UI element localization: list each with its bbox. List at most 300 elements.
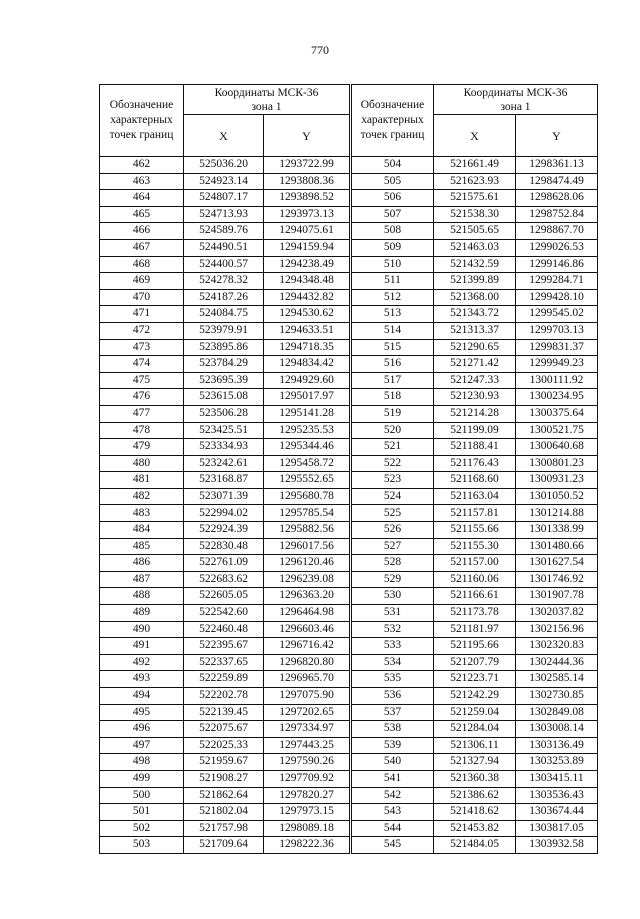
cell-y: 1295785.54 [264, 505, 350, 522]
table-row [352, 621, 598, 638]
table-row [352, 173, 598, 190]
cell-y: 1296363.20 [264, 588, 350, 605]
cell-x: 522075.67 [184, 721, 264, 738]
cell-x: 521757.98 [184, 820, 264, 837]
cell-point: 505 [352, 173, 434, 190]
header-coordinates [184, 85, 350, 115]
cell-y: 1300111.92 [516, 372, 598, 389]
table-row [352, 555, 598, 572]
cell-y: 1297820.27 [264, 787, 350, 804]
header-coordinates-line1: Координаты МСК-36 [214, 86, 319, 99]
cell-x: 521160.06 [434, 571, 516, 588]
table-row [352, 223, 598, 240]
table-row [100, 688, 350, 705]
table-row [100, 306, 350, 323]
table-row [352, 472, 598, 489]
cell-x: 523242.61 [184, 455, 264, 472]
table-row [352, 157, 598, 174]
table-row [100, 356, 350, 373]
cell-x: 521575.61 [434, 190, 516, 207]
cell-y: 1301214.88 [516, 505, 598, 522]
cell-y: 1299703.13 [516, 322, 598, 339]
cell-point: 484 [100, 522, 184, 539]
header-coordinates [434, 85, 598, 115]
cell-point: 472 [100, 322, 184, 339]
cell-y: 1303674.44 [516, 804, 598, 821]
cell-y: 1294432.82 [264, 289, 350, 306]
table-row [100, 223, 350, 240]
cell-x: 521709.64 [184, 837, 264, 854]
cell-y: 1294718.35 [264, 339, 350, 356]
cell-y: 1294834.42 [264, 356, 350, 373]
table-row [352, 389, 598, 406]
cell-x: 521223.71 [434, 671, 516, 688]
cell-point: 528 [352, 555, 434, 572]
table-row [352, 588, 598, 605]
table-row [100, 522, 350, 539]
cell-x: 524278.32 [184, 273, 264, 290]
cell-y: 1300521.75 [516, 422, 598, 439]
cell-point: 521 [352, 439, 434, 456]
table-row [100, 588, 350, 605]
cell-point: 479 [100, 439, 184, 456]
cell-point: 531 [352, 605, 434, 622]
cell-y: 1302730.85 [516, 688, 598, 705]
cell-y: 1302320.83 [516, 638, 598, 655]
cell-x: 521271.42 [434, 356, 516, 373]
cell-point: 477 [100, 405, 184, 422]
table-row [352, 721, 598, 738]
cell-point: 492 [100, 654, 184, 671]
cell-y: 1300375.64 [516, 405, 598, 422]
table-row [352, 837, 598, 854]
cell-point: 493 [100, 671, 184, 688]
cell-point: 511 [352, 273, 434, 290]
cell-y: 1299949.23 [516, 356, 598, 373]
cell-point: 542 [352, 787, 434, 804]
cell-point: 494 [100, 688, 184, 705]
cell-y: 1296603.46 [264, 621, 350, 638]
cell-y: 1294348.48 [264, 273, 350, 290]
cell-x: 521173.78 [434, 605, 516, 622]
table-row [352, 190, 598, 207]
cell-y: 1302849.08 [516, 704, 598, 721]
cell-point: 462 [100, 157, 184, 174]
table-row [100, 289, 350, 306]
table-row [352, 206, 598, 223]
table-row [100, 488, 350, 505]
header-x: X [434, 115, 516, 157]
table-row [100, 804, 350, 821]
cell-point: 501 [100, 804, 184, 821]
cell-point: 480 [100, 455, 184, 472]
table-row [100, 820, 350, 837]
cell-point: 522 [352, 455, 434, 472]
cell-x: 521230.93 [434, 389, 516, 406]
cell-point: 487 [100, 571, 184, 588]
cell-point: 499 [100, 770, 184, 787]
cell-y: 1300234.95 [516, 389, 598, 406]
cell-x: 521453.82 [434, 820, 516, 837]
table-row [352, 770, 598, 787]
cell-point: 514 [352, 322, 434, 339]
cell-x: 523071.39 [184, 488, 264, 505]
cell-point: 508 [352, 223, 434, 240]
table-row [100, 787, 350, 804]
cell-x: 522202.78 [184, 688, 264, 705]
cell-point: 535 [352, 671, 434, 688]
table-row [352, 422, 598, 439]
cell-x: 521157.00 [434, 555, 516, 572]
table-row [100, 439, 350, 456]
cell-point: 523 [352, 472, 434, 489]
cell-y: 1301907.78 [516, 588, 598, 605]
cell-point: 512 [352, 289, 434, 306]
table-row [352, 439, 598, 456]
cell-y: 1303932.58 [516, 837, 598, 854]
table-row [100, 621, 350, 638]
cell-x: 521181.97 [434, 621, 516, 638]
table-row [352, 804, 598, 821]
header-coordinates-line2: зона 1 [251, 100, 282, 113]
cell-point: 527 [352, 538, 434, 555]
cell-y: 1297973.15 [264, 804, 350, 821]
cell-y: 1301627.54 [516, 555, 598, 572]
cell-x: 524400.57 [184, 256, 264, 273]
cell-x: 521505.65 [434, 223, 516, 240]
cell-x: 521163.04 [434, 488, 516, 505]
table-row [100, 555, 350, 572]
cell-x: 524187.26 [184, 289, 264, 306]
cell-y: 1297334.97 [264, 721, 350, 738]
table-row [352, 605, 598, 622]
cell-x: 522761.09 [184, 555, 264, 572]
cell-x: 522395.67 [184, 638, 264, 655]
cell-point: 513 [352, 306, 434, 323]
cell-x: 523784.29 [184, 356, 264, 373]
cell-x: 521959.67 [184, 754, 264, 771]
cell-y: 1298222.36 [264, 837, 350, 854]
cell-x: 522605.05 [184, 588, 264, 605]
cell-y: 1301480.66 [516, 538, 598, 555]
table-row [352, 239, 598, 256]
cell-x: 521155.66 [434, 522, 516, 539]
table-row [100, 372, 350, 389]
cell-y: 1303817.05 [516, 820, 598, 837]
cell-y: 1298089.18 [264, 820, 350, 837]
cell-y: 1295882.56 [264, 522, 350, 539]
cell-x: 524490.51 [184, 239, 264, 256]
cell-y: 1296820.80 [264, 654, 350, 671]
cell-y: 1302585.14 [516, 671, 598, 688]
cell-x: 524589.76 [184, 223, 264, 240]
cell-x: 523168.87 [184, 472, 264, 489]
cell-point: 519 [352, 405, 434, 422]
cell-point: 485 [100, 538, 184, 555]
cell-y: 1301050.52 [516, 488, 598, 505]
cell-y: 1298361.13 [516, 157, 598, 174]
cell-x: 521360.38 [434, 770, 516, 787]
cell-point: 500 [100, 787, 184, 804]
cell-y: 1295680.78 [264, 488, 350, 505]
cell-y: 1298752.84 [516, 206, 598, 223]
table-row [352, 488, 598, 505]
cell-x: 521166.61 [434, 588, 516, 605]
table-row [100, 190, 350, 207]
cell-y: 1296120.46 [264, 555, 350, 572]
cell-x: 522337.65 [184, 654, 264, 671]
cell-x: 521188.41 [434, 439, 516, 456]
cell-y: 1294530.62 [264, 306, 350, 323]
cell-y: 1303008.14 [516, 721, 598, 738]
cell-point: 507 [352, 206, 434, 223]
cell-point: 467 [100, 239, 184, 256]
cell-y: 1303253.89 [516, 754, 598, 771]
cell-y: 1295552.65 [264, 472, 350, 489]
header-coordinates-line1: Координаты МСК-36 [463, 86, 568, 99]
table-row [352, 638, 598, 655]
cell-point: 534 [352, 654, 434, 671]
header-point-designation: Обозначение характерных точек границ [100, 85, 184, 157]
cell-x: 524713.93 [184, 206, 264, 223]
table-row [352, 455, 598, 472]
table-row [352, 356, 598, 373]
cell-y: 1293808.36 [264, 173, 350, 190]
cell-x: 523334.93 [184, 439, 264, 456]
table-row [352, 306, 598, 323]
table-row [352, 289, 598, 306]
cell-x: 522542.60 [184, 605, 264, 622]
cell-x: 525036.20 [184, 157, 264, 174]
cell-point: 495 [100, 704, 184, 721]
cell-point: 541 [352, 770, 434, 787]
cell-x: 521176.43 [434, 455, 516, 472]
cell-x: 521343.72 [434, 306, 516, 323]
cell-y: 1299026.53 [516, 239, 598, 256]
cell-y: 1297075.90 [264, 688, 350, 705]
table-row [352, 820, 598, 837]
table-row [100, 721, 350, 738]
cell-point: 544 [352, 820, 434, 837]
cell-point: 482 [100, 488, 184, 505]
cell-point: 506 [352, 190, 434, 207]
cell-x: 522460.48 [184, 621, 264, 638]
cell-point: 526 [352, 522, 434, 539]
cell-point: 543 [352, 804, 434, 821]
header-x: X [184, 115, 264, 157]
cell-point: 489 [100, 605, 184, 622]
cell-y: 1293898.52 [264, 190, 350, 207]
cell-point: 524 [352, 488, 434, 505]
table-row [352, 688, 598, 705]
table-row [100, 638, 350, 655]
table-row [352, 754, 598, 771]
cell-point: 502 [100, 820, 184, 837]
table-row [100, 173, 350, 190]
cell-y: 1297202.65 [264, 704, 350, 721]
header-point-designation: Обозначение характерных точек границ [352, 85, 434, 157]
cell-point: 537 [352, 704, 434, 721]
cell-y: 1301746.92 [516, 571, 598, 588]
cell-x: 523895.86 [184, 339, 264, 356]
cell-point: 525 [352, 505, 434, 522]
cell-point: 517 [352, 372, 434, 389]
table-row [352, 322, 598, 339]
cell-point: 475 [100, 372, 184, 389]
cell-x: 522139.45 [184, 704, 264, 721]
cell-y: 1300931.23 [516, 472, 598, 489]
cell-x: 521399.89 [434, 273, 516, 290]
cell-point: 496 [100, 721, 184, 738]
cell-x: 521155.30 [434, 538, 516, 555]
cell-y: 1299284.71 [516, 273, 598, 290]
cell-point: 476 [100, 389, 184, 406]
cell-x: 521195.66 [434, 638, 516, 655]
table-row [352, 522, 598, 539]
cell-y: 1299146.86 [516, 256, 598, 273]
table-body-left [100, 157, 350, 854]
table-row [100, 654, 350, 671]
table-row [100, 256, 350, 273]
cell-point: 509 [352, 239, 434, 256]
cell-point: 533 [352, 638, 434, 655]
cell-x: 521168.60 [434, 472, 516, 489]
table-row [100, 405, 350, 422]
cell-x: 522994.02 [184, 505, 264, 522]
cell-x: 523695.39 [184, 372, 264, 389]
coordinates-table-left [99, 84, 350, 854]
cell-x: 521306.11 [434, 737, 516, 754]
cell-x: 522683.62 [184, 571, 264, 588]
table-row [100, 157, 350, 174]
coordinates-table-right [351, 84, 598, 854]
cell-y: 1296716.42 [264, 638, 350, 655]
cell-y: 1299428.10 [516, 289, 598, 306]
cell-point: 468 [100, 256, 184, 273]
table-row [100, 339, 350, 356]
table-row [100, 422, 350, 439]
cell-y: 1302444.36 [516, 654, 598, 671]
cell-point: 463 [100, 173, 184, 190]
cell-x: 524084.75 [184, 306, 264, 323]
cell-y: 1303136.49 [516, 737, 598, 754]
cell-point: 518 [352, 389, 434, 406]
cell-point: 520 [352, 422, 434, 439]
cell-x: 521327.94 [434, 754, 516, 771]
table-row [100, 505, 350, 522]
cell-x: 521538.30 [434, 206, 516, 223]
cell-point: 491 [100, 638, 184, 655]
table-row [352, 737, 598, 754]
cell-x: 523506.28 [184, 405, 264, 422]
cell-y: 1301338.99 [516, 522, 598, 539]
cell-y: 1300640.68 [516, 439, 598, 456]
cell-y: 1302037.82 [516, 605, 598, 622]
cell-point: 536 [352, 688, 434, 705]
cell-y: 1294929.60 [264, 372, 350, 389]
table-row [352, 538, 598, 555]
cell-x: 521242.29 [434, 688, 516, 705]
cell-point: 510 [352, 256, 434, 273]
cell-x: 521313.37 [434, 322, 516, 339]
cell-x: 521284.04 [434, 721, 516, 738]
cell-point: 504 [352, 157, 434, 174]
cell-y: 1295017.97 [264, 389, 350, 406]
table-row [100, 389, 350, 406]
cell-x: 521484.05 [434, 837, 516, 854]
cell-point: 490 [100, 621, 184, 638]
cell-x: 521463.03 [434, 239, 516, 256]
cell-y: 1302156.96 [516, 621, 598, 638]
cell-point: 470 [100, 289, 184, 306]
cell-point: 465 [100, 206, 184, 223]
table-row [352, 505, 598, 522]
table-row [100, 770, 350, 787]
header-coordinates-line2: зона 1 [500, 100, 531, 113]
cell-point: 478 [100, 422, 184, 439]
cell-y: 1296464.98 [264, 605, 350, 622]
cell-point: 529 [352, 571, 434, 588]
cell-y: 1296965.70 [264, 671, 350, 688]
cell-y: 1303415.11 [516, 770, 598, 787]
cell-x: 521199.09 [434, 422, 516, 439]
cell-point: 488 [100, 588, 184, 605]
cell-x: 522924.39 [184, 522, 264, 539]
header-y: Y [516, 115, 598, 157]
cell-x: 522025.33 [184, 737, 264, 754]
cell-x: 521259.04 [434, 704, 516, 721]
cell-point: 530 [352, 588, 434, 605]
cell-point: 515 [352, 339, 434, 356]
cell-x: 523425.51 [184, 422, 264, 439]
cell-y: 1295344.46 [264, 439, 350, 456]
cell-point: 464 [100, 190, 184, 207]
table-row [100, 273, 350, 290]
table-row [100, 837, 350, 854]
cell-x: 521418.62 [434, 804, 516, 821]
cell-y: 1298867.70 [516, 223, 598, 240]
cell-x: 522830.48 [184, 538, 264, 555]
table-row [352, 654, 598, 671]
table-row [100, 239, 350, 256]
cell-x: 521207.79 [434, 654, 516, 671]
cell-point: 516 [352, 356, 434, 373]
cell-x: 521368.00 [434, 289, 516, 306]
cell-y: 1299831.37 [516, 339, 598, 356]
table-row [352, 787, 598, 804]
cell-y: 1296239.08 [264, 571, 350, 588]
cell-point: 481 [100, 472, 184, 489]
table-row [352, 704, 598, 721]
table-row [100, 704, 350, 721]
cell-x: 523979.91 [184, 322, 264, 339]
cell-y: 1295458.72 [264, 455, 350, 472]
cell-point: 539 [352, 737, 434, 754]
cell-x: 524807.17 [184, 190, 264, 207]
table-row [352, 273, 598, 290]
cell-x: 523615.08 [184, 389, 264, 406]
cell-y: 1303536.43 [516, 787, 598, 804]
cell-x: 521157.81 [434, 505, 516, 522]
cell-y: 1298628.06 [516, 190, 598, 207]
cell-y: 1293722.99 [264, 157, 350, 174]
table-row [352, 671, 598, 688]
cell-point: 483 [100, 505, 184, 522]
table-row [352, 256, 598, 273]
cell-x: 524923.14 [184, 173, 264, 190]
header-y: Y [264, 115, 350, 157]
cell-x: 521214.28 [434, 405, 516, 422]
